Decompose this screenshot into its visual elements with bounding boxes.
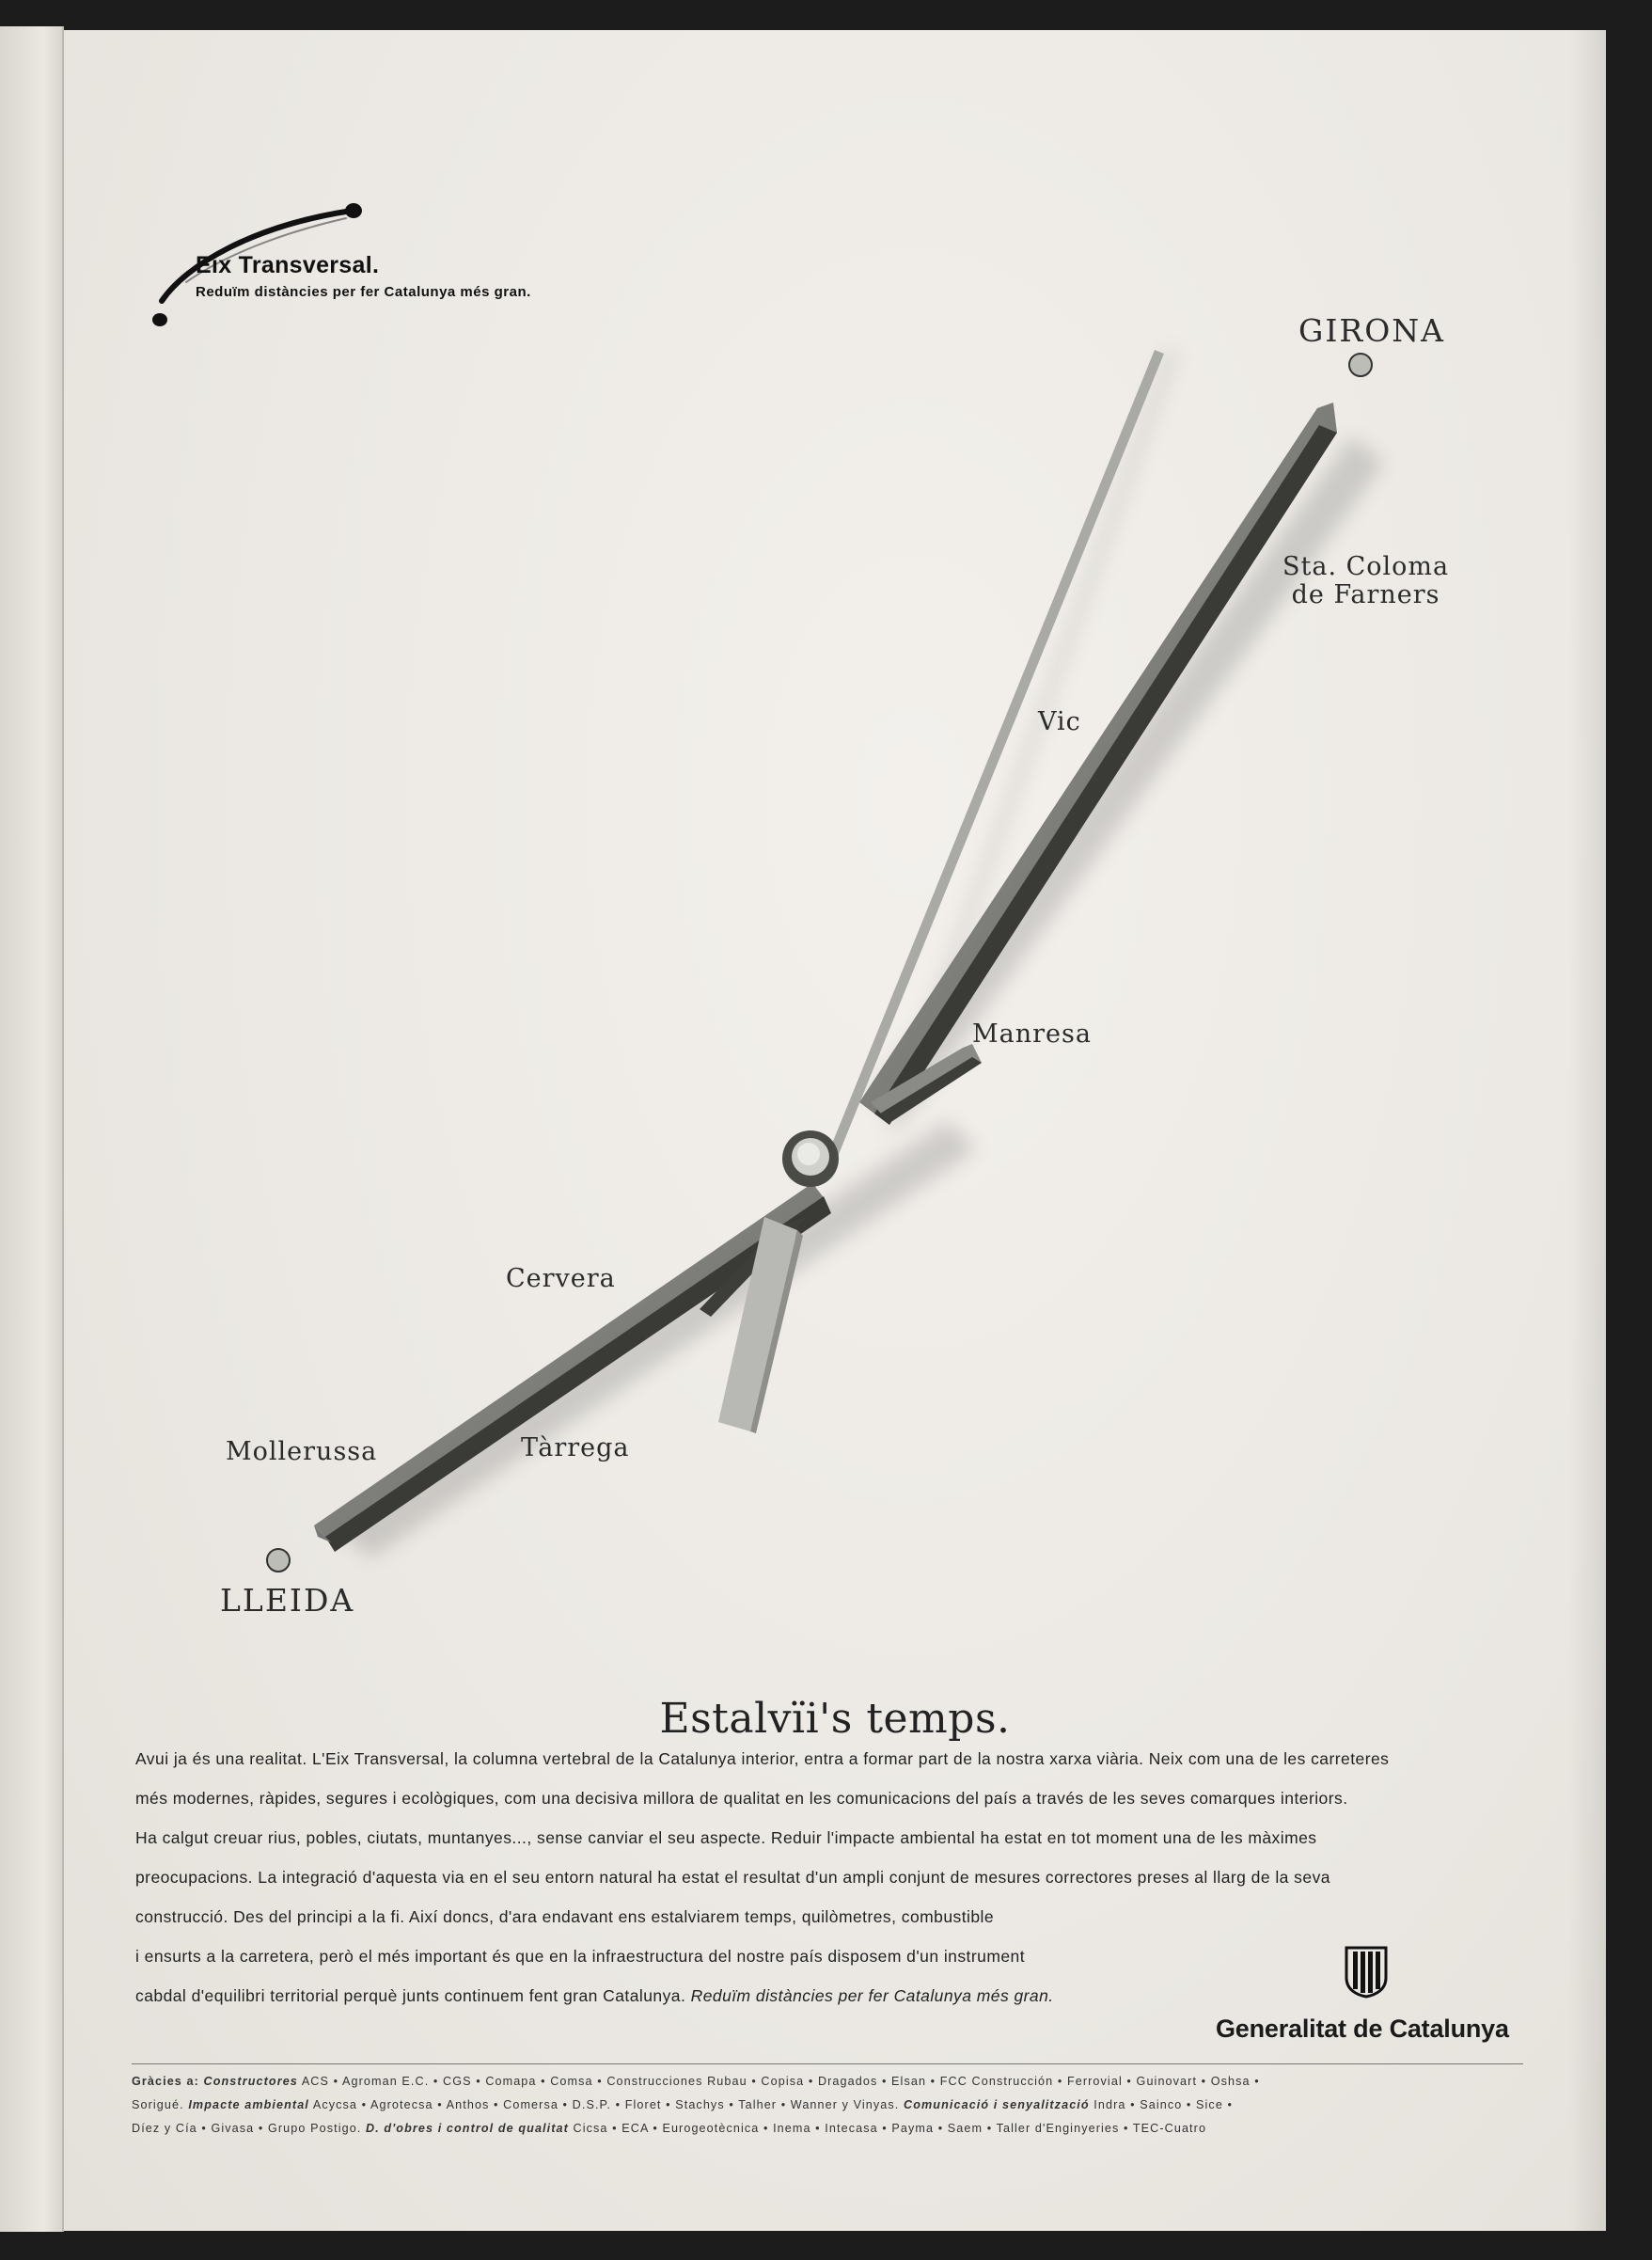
credits-divider bbox=[132, 2063, 1523, 2064]
headline: Estalvïi's temps. bbox=[659, 1695, 1011, 1743]
credits-impacte: Acycsa • Agrotecsa • Anthos • Comersa • D.S.P. • Floret • Stachys • Talher • Wanner y Vinyas. bbox=[312, 2098, 900, 2111]
label-sta-coloma-line1: Sta. Coloma bbox=[1282, 552, 1450, 581]
credits-heading-constructores: Constructores bbox=[203, 2075, 298, 2088]
label-sta-coloma bbox=[1282, 553, 1449, 609]
body-line-1: Avui ja és una realitat. L'Eix Transversal, la columna vertebral de la Catalunya interior, entra a formar part de la nostra xarxa viària. Neix com una de les carreteres bbox=[135, 1749, 1390, 1768]
sponsor-name: Generalitat de Catalunya bbox=[1216, 2015, 1509, 2043]
previous-page-edge bbox=[0, 26, 64, 2232]
magazine-page bbox=[64, 30, 1606, 2231]
credits-sorigue: Sorigué. bbox=[132, 2098, 184, 2111]
body-line-5: construcció. Des del principi a la fi. Així doncs, d'ara endavant ens estalviarem temps, quilòmetres, combustible bbox=[135, 1907, 995, 1926]
body-line-7 bbox=[135, 1986, 1054, 2006]
label-manresa: Manresa bbox=[972, 1019, 1092, 1049]
label-sta-coloma-line2: de Farners bbox=[1291, 580, 1440, 609]
lleida-marker-icon bbox=[267, 1549, 290, 1572]
clock-hub bbox=[782, 1130, 839, 1187]
body-line-7-text: cabdal d'equilibri territorial perquè junts continuem fent gran Catalunya. bbox=[135, 1986, 686, 2005]
credits-constructores: ACS • Agroman E.C. • CGS • Comapa • Comsa • Construcciones Rubau • Copisa • Dragados • Elsan • FCC Construcción • Ferrovial • Guinovart • Oshsa • bbox=[301, 2075, 1260, 2088]
credits-heading-obres: D. d'obres i control de qualitat bbox=[366, 2122, 569, 2135]
body-line-3: Ha calgut creuar rius, pobles, ciutats, muntanyes..., sense canviar el seu aspecte. Reduir l'impacte ambiental ha estat en tot moment una de les màximes bbox=[135, 1828, 1317, 1847]
body-line-4: preocupacions. La integració d'aquesta via en el seu entorn natural ha estat el resultat d'un ampli conjunt de mesures correctores preses al llarg de la seva bbox=[135, 1868, 1330, 1887]
credits-heading-impacte: Impacte ambiental bbox=[188, 2098, 309, 2111]
girona-marker-icon bbox=[1349, 354, 1372, 376]
label-vic: Vic bbox=[1038, 707, 1081, 736]
campaign-title: Eix Transversal. bbox=[196, 252, 380, 278]
body-line-7-tagline: Reduïm distàncies per fer Catalunya més gran. bbox=[690, 1986, 1054, 2005]
generalitat-emblem-icon bbox=[1343, 1944, 1390, 1999]
label-cervera: Cervera bbox=[506, 1264, 616, 1293]
credits-label: Gràcies a: bbox=[132, 2075, 199, 2088]
body-line-2: més modernes, ràpides, segures i ecològiques, com una decisiva millora de qualitat en les comunicacions del país a través de les seves comarques interiors. bbox=[135, 1789, 1348, 1808]
label-lleida: LLEIDA bbox=[220, 1582, 355, 1619]
label-mollerussa: Mollerussa bbox=[226, 1437, 378, 1466]
campaign-tagline: Reduïm distàncies per fer Catalunya més gran. bbox=[196, 284, 531, 300]
label-tarrega: Tàrrega bbox=[521, 1433, 630, 1462]
credits-heading-comunicacio: Comunicació i senyalització bbox=[904, 2098, 1090, 2111]
credits-comunicacio: Indra • Sainco • Sice • bbox=[1093, 2098, 1234, 2111]
credits-line-2 bbox=[132, 2098, 1523, 2111]
body-line-6: i ensurts a la carretera, però el més important és que en la infraestructura del nostre país disposem d'un instrument bbox=[135, 1947, 1026, 1966]
credits-line-1 bbox=[132, 2075, 1523, 2088]
credits-line-3 bbox=[132, 2122, 1523, 2135]
credits-obres: Cicsa • ECA • Eurogeotècnica • Inema • Intecasa • Payma • Saem • Taller d'Enginyeries • TEC-Cuatro bbox=[573, 2122, 1207, 2135]
label-girona: GIRONA bbox=[1298, 312, 1446, 349]
hand-shadows bbox=[338, 350, 1384, 1558]
credits-diez: Díez y Cía • Givasa • Grupo Postigo. bbox=[132, 2122, 362, 2135]
